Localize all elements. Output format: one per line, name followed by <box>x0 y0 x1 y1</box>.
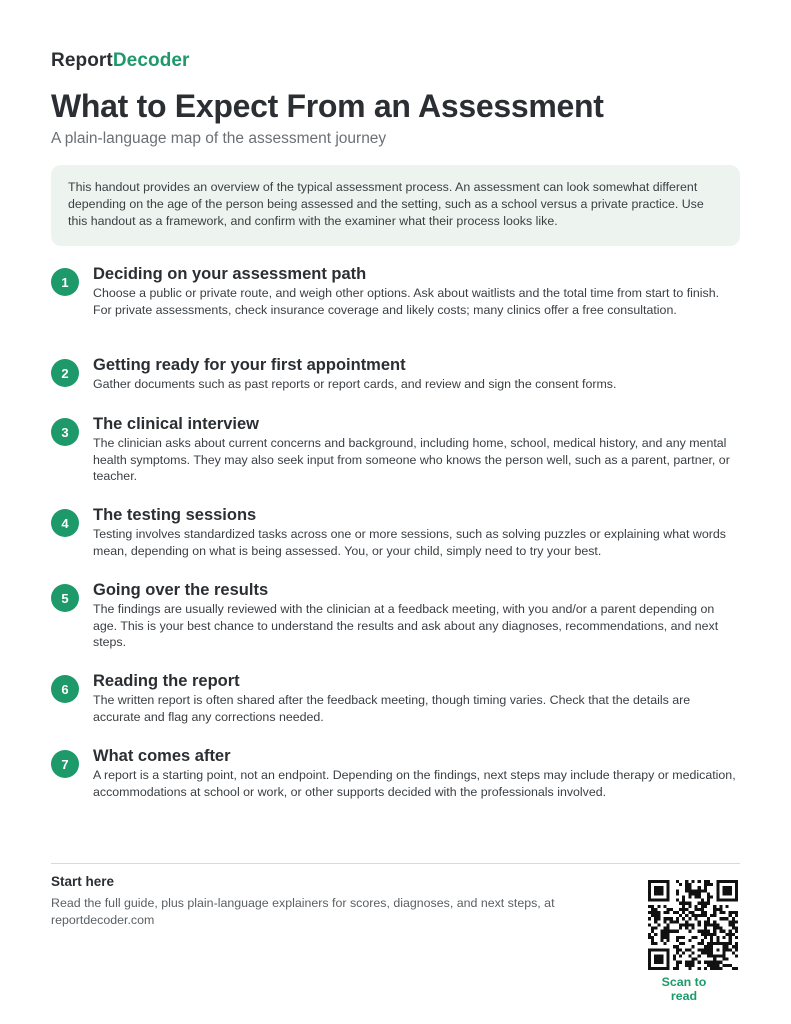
step-description: Gather documents such as past reports or report cards, and review and sign the consent forms. <box>93 377 617 391</box>
qr-code-icon[interactable] <box>648 880 738 970</box>
step-description: Testing involves standardized tasks across one or more sessions, such as solving puzzles or explaining what words mean, depending on what is being assessed. You, or your child, simply need to try your best. <box>93 527 726 558</box>
step-number-badge: 5 <box>51 584 79 612</box>
step-title: Getting ready for your first appointment <box>93 356 406 374</box>
page-subtitle: A plain-language map of the assessment journey <box>51 130 387 147</box>
step-number-badge: 4 <box>51 509 79 537</box>
step-title: Deciding on your assessment path <box>93 265 367 283</box>
step-number-badge: 1 <box>51 268 79 296</box>
step-description: The findings are usually reviewed with the clinician at a feedback meeting, with you and/or a parent depending on age. This is your best chance to understand the results and ask about any diagnoses, recommendations, and next steps. <box>93 602 719 650</box>
intro-text: This handout provides an overview of the typical assessment process. An assessment can look somewhat different depending on the age of the person being assessed and the setting, such as a school versus a private practice. Use this handout as a framework, and confirm with the examiner what their process looks like. <box>68 180 704 228</box>
step-number-badge: 3 <box>51 418 79 446</box>
brand-logo <box>51 50 190 72</box>
step-number-badge: 2 <box>51 359 79 387</box>
step-number-badge: 6 <box>51 675 79 703</box>
footer-text: Read the full guide, plus plain-language explainers for scores, diagnoses, and next steps, at reportdecoder.com <box>51 896 555 927</box>
step-title: Reading the report <box>93 672 240 690</box>
qr-label: Scan to read <box>661 975 707 1003</box>
step-title: Going over the results <box>93 581 269 599</box>
step-description: A report is a starting point, not an endpoint. Depending on the findings, next steps may include therapy or medication, accommodations at school or work, or other supports decided with the professionals involved. <box>93 768 736 799</box>
brand-name-report: Report <box>51 50 113 71</box>
step-title: The testing sessions <box>93 506 257 524</box>
footer-divider <box>51 863 740 864</box>
brand-name-decoder: Decoder <box>112 50 190 71</box>
intro-box <box>51 165 740 246</box>
step-title: The clinical interview <box>93 415 259 433</box>
step-number-badge: 7 <box>51 750 79 778</box>
footer-title: Start here <box>51 874 115 889</box>
step-description: Choose a public or private route, and weigh other options. Ask about waitlists and the total time from start to finish. For private assessments, check insurance coverage and likely costs; many clinics offer a free consultation. <box>93 286 720 317</box>
page-title: What to Expect From an Assessment <box>51 88 604 124</box>
step-description: The clinician asks about current concerns and background, including home, school, medical history, and any mental health symptoms. They may also seek input from someone who knows the person well, such as a parent, partner, or teacher. <box>93 436 730 484</box>
step-description: The written report is often shared after the feedback meeting, though timing varies. Check that the details are accurate and flag any corrections needed. <box>93 693 691 724</box>
step-title: What comes after <box>93 747 231 765</box>
